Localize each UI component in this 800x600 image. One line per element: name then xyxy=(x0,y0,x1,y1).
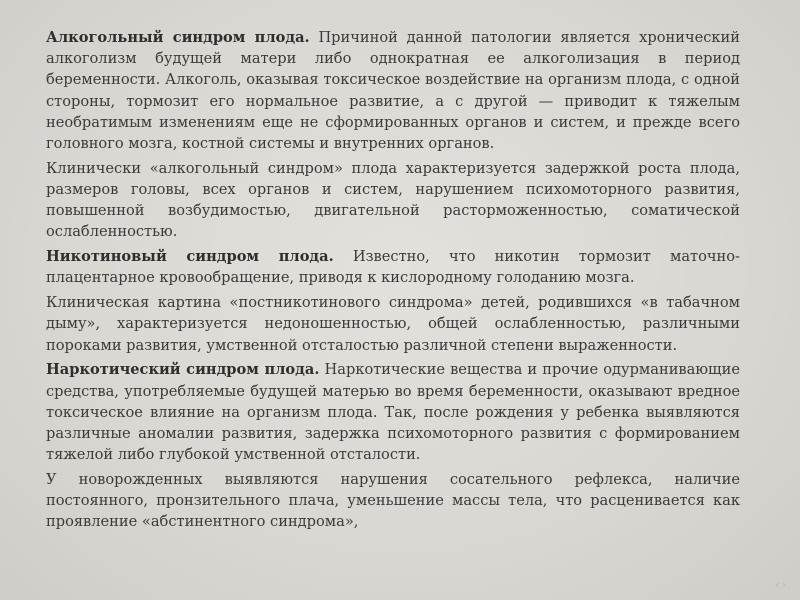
paragraph-newborn xyxy=(46,469,740,533)
paragraph-text: Клинически «алкогольный синдром» плода характеризуется задержкой роста плода, размеров головы, всех органов и систем, нарушением психомоторного развития, повышенной возбудимостью, двигательной расторможенностью, соматической ослабленностью. xyxy=(46,159,740,241)
chevron-right-icon[interactable]: › xyxy=(781,578,786,591)
heading-narcotic-syndrome: Наркотический синдром плода. xyxy=(46,361,320,379)
slide-text-body xyxy=(46,27,740,536)
heading-alcohol-syndrome: Алкогольный синдром плода. xyxy=(46,29,310,46)
paragraph-alcohol-clinical xyxy=(46,158,740,243)
paragraph-nicotine-clinical xyxy=(46,292,740,356)
paragraph-text: Клиническая картина «постникотинового синдрома» детей, родившихся «в табачном дыму», характеризуется недоношенностью, общей ослабленностью, различными пороками развития, умственной отсталостью различной степени выраженности. xyxy=(46,294,740,354)
paragraph-alcohol xyxy=(46,27,740,154)
paragraph-text: Известно, что никотин тормозит маточно-плацентарное кровообращение, приводя к кислородному голоданию мозга. xyxy=(46,248,740,287)
paragraph-text: Причиной данной патологии является хронический алкоголизм будущей матери либо однократная ее алкоголизация в период беременности. Алкоголь, оказывая токсическое воздействие на организм плода, с одной стороны, тормозит его нормальное развитие, а с другой — приводит к тяжелым необратимым изменениям еще не сформированных органов и систем, и прежде всего головного мозга, костной системы и внутренних органов. xyxy=(46,29,740,153)
slide-navigation xyxy=(775,579,786,590)
paragraph-narcotic xyxy=(46,359,740,465)
chevron-left-icon[interactable]: ‹ xyxy=(775,578,780,591)
paragraph-text: У новорожденных выявляются нарушения сосательного рефлекса, наличие постоянного, пронзительного плача, уменьшение массы тела, что расценивается как проявление «абстинентного синдрома», xyxy=(46,471,740,531)
paragraph-text: Наркотические вещества и прочие одурманивающие средства, употребляемые будущей матерью во время беременности, оказывают вредное токсическое влияние на организм плода. Так, после рождения у ребенка выявляются различные аномалии развития, задержка психомоторного развития с формированием тяжелой либо глубокой умственной отсталости. xyxy=(46,361,740,464)
paragraph-nicotine xyxy=(46,246,740,288)
heading-nicotine-syndrome: Никотиновый синдром плода. xyxy=(46,248,334,266)
